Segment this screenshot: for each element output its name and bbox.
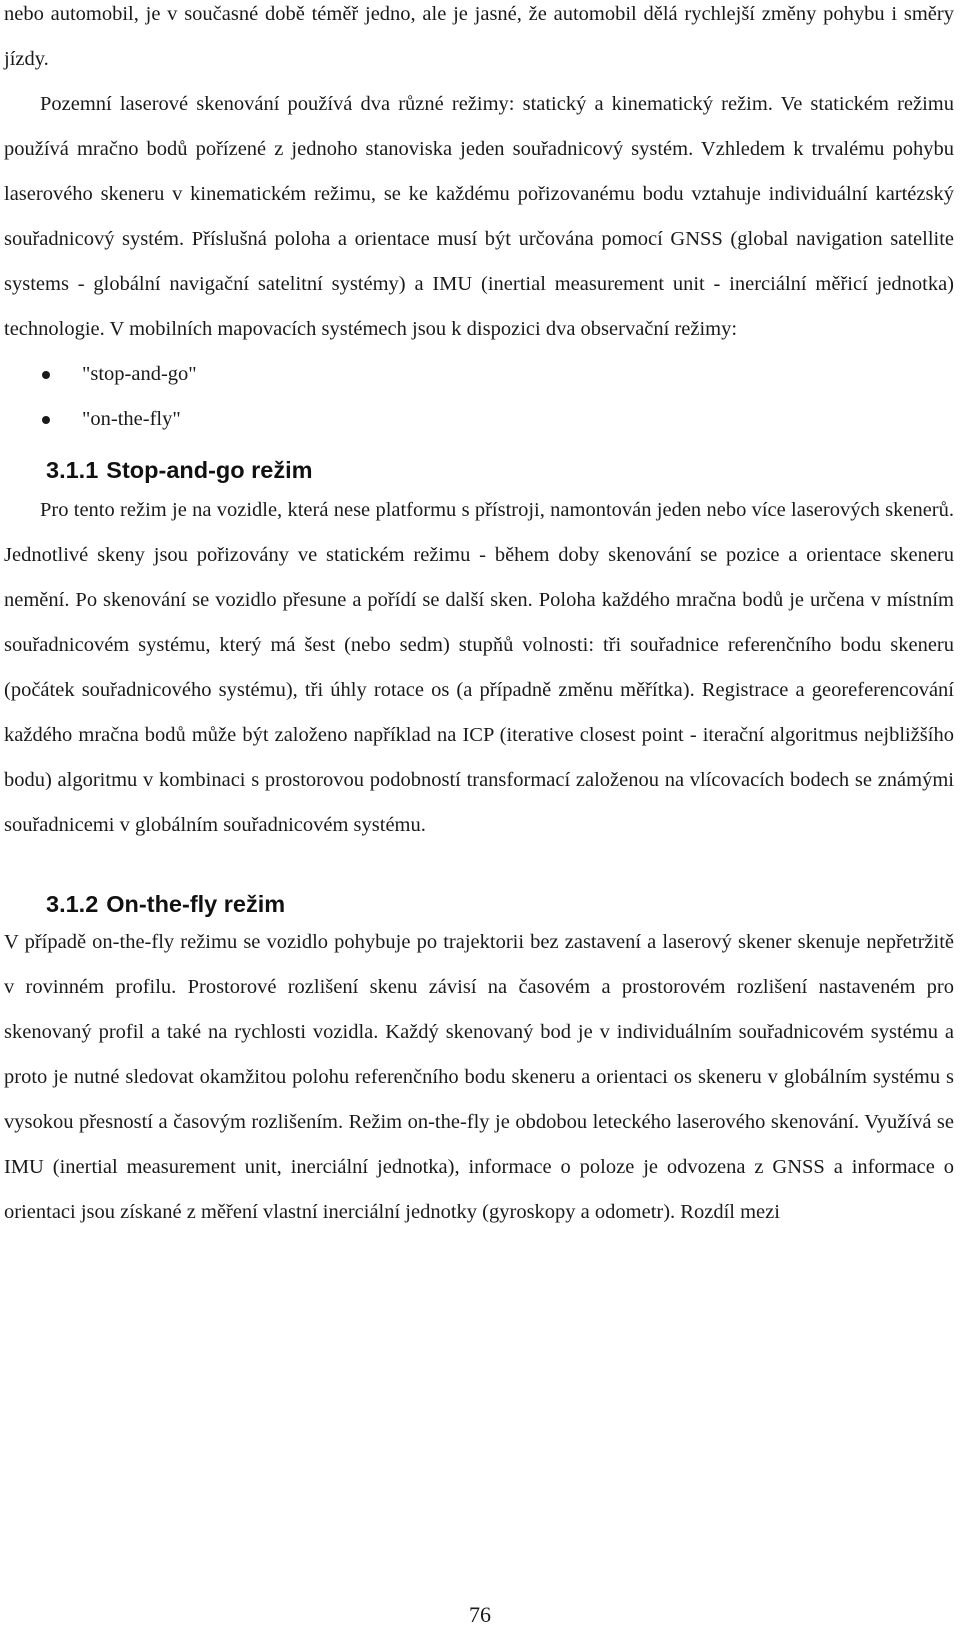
observation-modes-list bbox=[4, 352, 954, 442]
section-title: On-the-fly režim bbox=[106, 891, 286, 917]
paragraph-on-the-fly: V případě on-the-fly režimu se vozidlo pohybuje po trajektorii bez zastavení a laserový skener skenuje nepřetržitě v rovinném profilu. Prostorové rozlišení skenu závisí na časovém a prostorovém rozlišení nastaveném pro skenovaný profil a také na rychlosti vozidla. Každý skenovaný bod je v individuálním souřadnicovém systému a proto je nutné sledovat okamžitou polohu referenčního bodu skeneru a orientaci os skeneru v globálním systému s vysokou přesností a časovým rozlišením. Režim on-the-fly je obdobou leteckého laserového skenování. Využívá se IMU (inertial measurement unit, inerciální jednotka), informace o poloze je odvozena z GNSS a informace o orientaci jsou získané z měření vlastní inerciální jednotky (gyroskopy a odometr). Rozdíl mezi bbox=[4, 931, 954, 1223]
section-heading-stop-and-go bbox=[4, 454, 954, 486]
list-item-text: "stop-and-go" bbox=[82, 363, 197, 385]
section-number: 3.1.2 bbox=[46, 891, 99, 917]
page-number: 76 bbox=[469, 1602, 491, 1627]
paragraph-continued: nebo automobil, je v současné době téměř jedno, ale je jasné, že automobil dělá rychlejší změny pohybu i směry jízdy. bbox=[4, 3, 954, 70]
page-content bbox=[4, 0, 954, 1235]
section-heading-on-the-fly bbox=[4, 888, 954, 920]
bullet-icon bbox=[42, 416, 50, 424]
list-item-text: "on-the-fly" bbox=[82, 408, 181, 430]
section-title: Stop-and-go režim bbox=[106, 457, 313, 483]
bullet-icon bbox=[42, 371, 50, 379]
section-number: 3.1.1 bbox=[46, 457, 99, 483]
list-item bbox=[4, 352, 954, 397]
paragraph-stop-and-go: Pro tento režim je na vozidle, která nese platformu s přístroji, namontován jeden nebo více laserových skenerů. Jednotlivé skeny jsou pořizovány ve statickém režimu - během doby skenování se pozice a orientace skeneru nemění. Po skenování se vozidlo přesune a pořídí se další sken. Poloha každého mračna bodů je určena v místním souřadnicovém systému, který má šest (nebo sedm) stupňů volnosti: tři souřadnice referenčního bodu skeneru (počátek souřadnicového systému), tři úhly rotace os (a případně změnu měřítka). Registrace a georeferencování každého mračna bodů může být založeno například na ICP (iterative closest point - iterační algoritmus nejbližšího bodu) algoritmu v kombinaci s prostorovou podobností transformací založenou na vlícovacích bodech se známými souřadnicemi v globálním souřadnicovém systému. bbox=[4, 499, 954, 836]
paragraph-scanning-modes: Pozemní laserové skenování používá dva různé režimy: statický a kinematický režim. Ve statickém režimu používá mračno bodů pořízené z jednoho stanoviska jeden souřadnicový systém. Vzhledem k trvalému pohybu laserového skeneru v kinematickém režimu, se ke každému pořizovanému bodu vztahuje individuální kartézský souřadnicový systém. Příslušná poloha a orientace musí být určována pomocí GNSS (global navigation satellite systems - globální navigační satelitní systémy) a IMU (inertial measurement unit - inerciální měřicí jednotka) technologie. V mobilních mapovacích systémech jsou k dispozici dva observační režimy: bbox=[4, 93, 954, 340]
list-item bbox=[4, 397, 954, 442]
